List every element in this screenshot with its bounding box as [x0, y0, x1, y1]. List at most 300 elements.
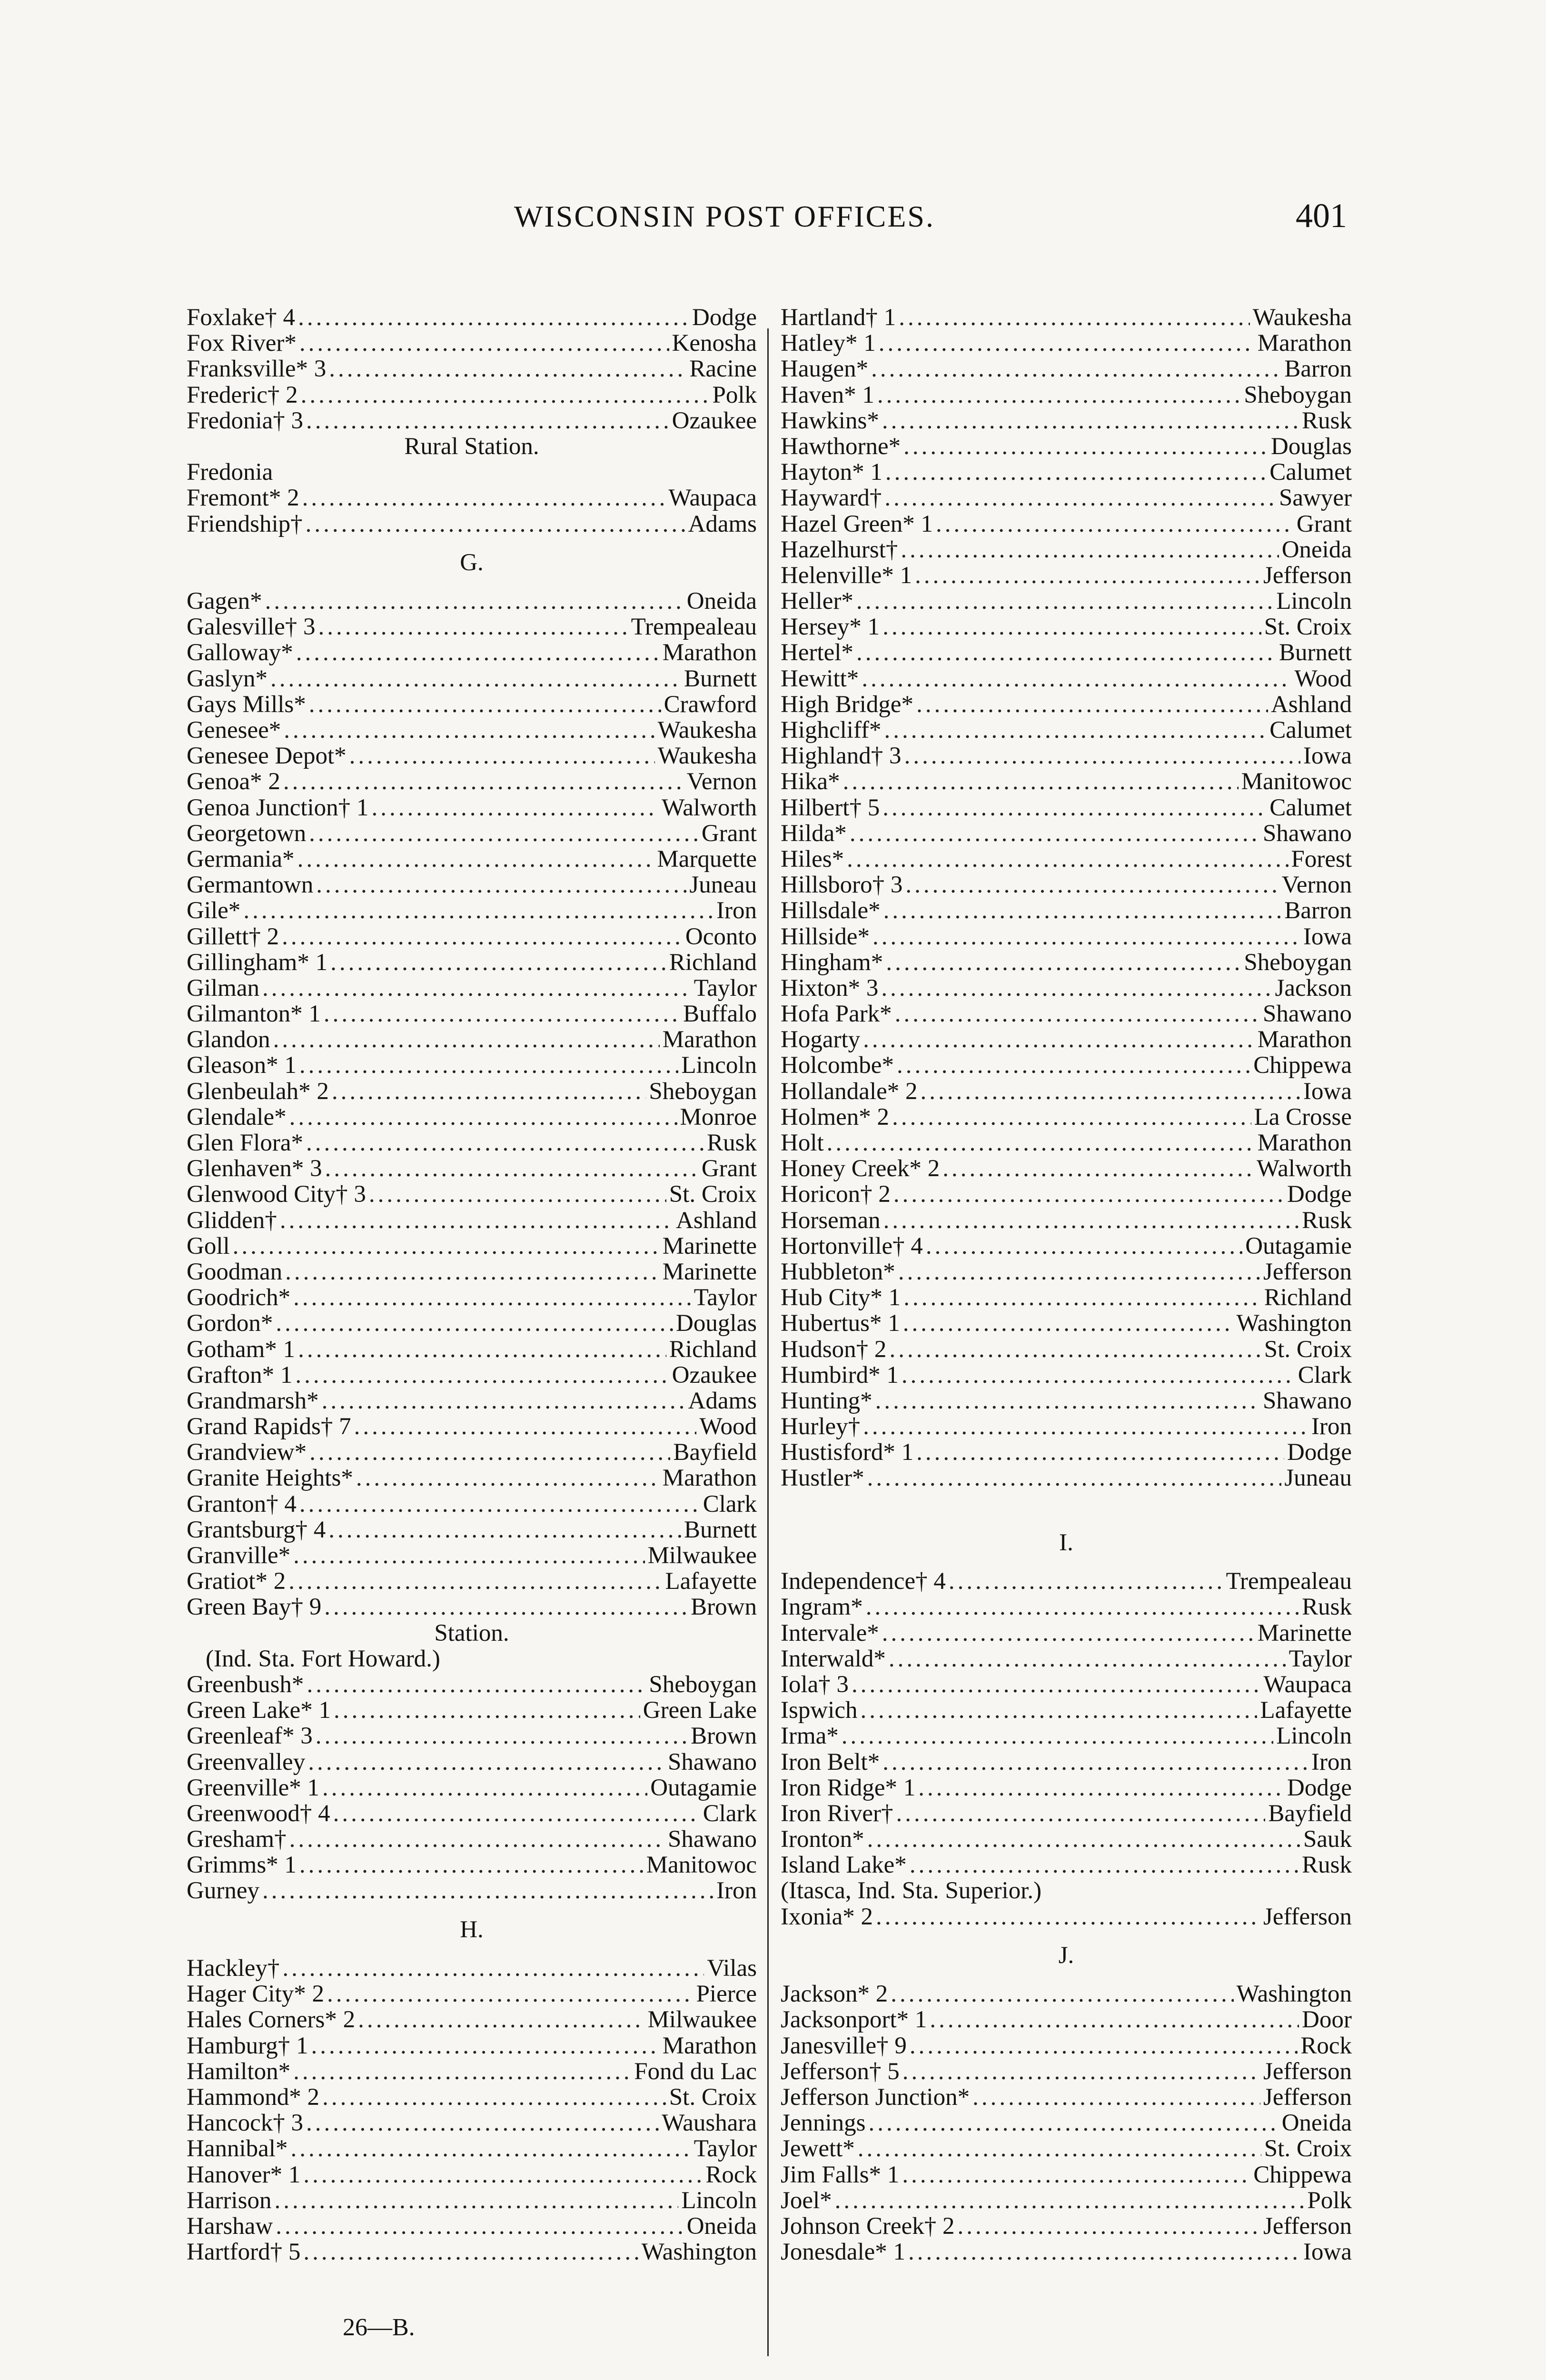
dot-leader: [308, 1749, 665, 1775]
post-office-entry: [781, 769, 1352, 794]
post-office-entry: [187, 1568, 757, 1594]
post-office-entry: [187, 1543, 757, 1568]
county-name: Clark: [703, 1491, 757, 1517]
county-name: Oneida: [686, 588, 757, 615]
post-office-entry: [781, 1362, 1352, 1388]
county-name: Milwaukee: [647, 1543, 757, 1569]
signature-mark: 26—B.: [343, 2314, 415, 2341]
dot-leader: [916, 1439, 1284, 1465]
post-office-entry: [187, 1362, 757, 1388]
dot-leader: [879, 330, 1255, 356]
post-office-name: Hales Corners* 2: [187, 2007, 356, 2033]
post-office-name: Goodrich*: [187, 1285, 291, 1311]
dot-leader: [871, 356, 1281, 382]
county-name: Shawano: [1263, 820, 1352, 846]
post-office-name: Heller*: [781, 588, 853, 615]
dot-leader: [276, 1310, 673, 1336]
section-letter-heading: G.: [460, 549, 484, 576]
post-office-entry: [781, 588, 1352, 614]
post-office-name: Granville*: [187, 1543, 291, 1569]
post-office-name: Hillsboro† 3: [781, 872, 903, 898]
post-office-entry: [781, 1749, 1352, 1775]
dot-leader: [898, 1259, 1260, 1285]
post-office-entry: [187, 950, 757, 975]
post-office-name: Hackley†: [187, 1955, 280, 1982]
post-office-entry: [781, 717, 1352, 743]
county-name: Marinette: [662, 1233, 757, 1259]
county-name: Burnett: [1279, 640, 1352, 666]
post-office-name: Interwald*: [781, 1646, 886, 1672]
county-name: Lincoln: [681, 1052, 757, 1079]
post-office-entry: [781, 485, 1352, 511]
post-office-entry: [187, 1337, 757, 1362]
dot-leader: [926, 1233, 1242, 1259]
county-name: Lafayette: [1260, 1697, 1352, 1724]
county-name: Clark: [703, 1800, 757, 1827]
dot-leader: [869, 2110, 1279, 2136]
dot-leader: [881, 975, 1272, 1001]
dot-leader: [233, 1233, 660, 1259]
post-office-name: Hika*: [781, 769, 840, 795]
post-office-name: Franksville* 3: [187, 356, 327, 382]
post-office-entry: [781, 1723, 1352, 1749]
dot-leader: [356, 1465, 660, 1491]
county-name: Iowa: [1303, 743, 1352, 769]
dot-leader: [299, 1052, 678, 1078]
post-office-name: Hawkins*: [781, 407, 879, 434]
post-office-name: Grimms* 1: [187, 1852, 297, 1878]
post-office-entry: [781, 950, 1352, 975]
county-name: Marinette: [662, 1259, 757, 1285]
county-name: Trempealeau: [1226, 1568, 1352, 1595]
page-number: 401: [1296, 197, 1347, 235]
post-office-entry: [781, 1156, 1352, 1181]
dot-leader: [892, 1104, 1251, 1130]
county-name: Walworth: [1257, 1156, 1352, 1182]
post-office-name: Harrison: [187, 2187, 272, 2213]
post-office-name: Hustler*: [781, 1465, 864, 1491]
dot-leader: [908, 2239, 1300, 2265]
dot-leader: [860, 1697, 1257, 1723]
dot-leader: [309, 1439, 670, 1465]
county-name: Waupaca: [668, 485, 757, 511]
dot-leader: [322, 2084, 666, 2110]
post-office-entry: [781, 1233, 1352, 1259]
dot-leader: [333, 1801, 700, 1826]
dot-leader: [334, 1697, 640, 1723]
section-letter-heading: I.: [1059, 1529, 1073, 1556]
post-office-entry: [781, 743, 1352, 769]
county-name: Iron: [716, 898, 757, 924]
county-name: Ozaukee: [672, 407, 757, 434]
post-office-name: Hertel*: [781, 640, 853, 666]
post-office-name: Harshaw: [187, 2213, 273, 2240]
post-office-entry: [187, 795, 757, 821]
dot-leader: [942, 1156, 1254, 1181]
post-office-name: Glendale*: [187, 1104, 287, 1130]
dot-leader: [856, 640, 1276, 665]
dot-leader: [905, 872, 1278, 898]
post-office-entry: [187, 1775, 757, 1801]
post-office-name: Greenvalley: [187, 1749, 306, 1775]
post-office-entry: [781, 640, 1352, 665]
post-office-entry: [187, 1697, 757, 1723]
dot-leader: [280, 1208, 673, 1233]
county-name: Marathon: [1257, 1130, 1352, 1156]
post-office-entry: [187, 975, 757, 1001]
column-divider: [767, 328, 769, 2356]
post-office-entry: [781, 1130, 1352, 1156]
post-office-entry: [781, 1697, 1352, 1723]
county-name: St. Croix: [1264, 2136, 1352, 2162]
dot-leader: [949, 1568, 1223, 1594]
dot-leader: [316, 872, 686, 898]
dot-leader: [354, 1414, 697, 1439]
county-name: Jefferson: [1263, 1904, 1352, 1930]
post-office-name: Hillside*: [781, 923, 870, 950]
post-office-name: Hortonville† 4: [781, 1233, 923, 1259]
post-office-name: Honey Creek* 2: [781, 1156, 940, 1182]
dot-leader: [863, 1027, 1255, 1052]
post-office-entry: [187, 1801, 757, 1826]
entry-note: Station.: [434, 1619, 509, 1646]
post-office-name: Jackson* 2: [781, 1981, 888, 2007]
post-office-name: Germania*: [187, 846, 295, 873]
post-office-entry: [187, 1749, 757, 1775]
post-office-name: Haven* 1: [781, 382, 874, 408]
dot-leader: [289, 1826, 665, 1852]
post-office-entry: [781, 1337, 1352, 1362]
post-office-name: Fremont* 2: [187, 485, 299, 511]
post-office-name: Glandon: [187, 1027, 270, 1053]
county-name: Lafayette: [665, 1568, 757, 1595]
county-name: St. Croix: [669, 1181, 757, 1208]
county-name: Juneau: [1284, 1465, 1352, 1491]
county-name: Iowa: [1303, 923, 1352, 950]
dot-leader: [903, 434, 1268, 459]
post-office-entry: [781, 692, 1352, 717]
dot-leader: [284, 717, 654, 743]
dot-leader: [274, 2188, 678, 2213]
post-office-entry: [781, 305, 1352, 330]
post-office-entry: [187, 1052, 757, 1078]
dot-leader: [889, 1337, 1261, 1362]
post-office-entry: [781, 1388, 1352, 1414]
post-office-name: Gaslyn*: [187, 665, 268, 692]
dot-leader: [324, 1594, 688, 1620]
dot-leader: [371, 795, 659, 821]
dot-leader: [872, 924, 1300, 950]
post-office-name: Gotham* 1: [187, 1336, 296, 1362]
post-office-entry: [187, 821, 757, 846]
dot-leader: [902, 2162, 1250, 2188]
county-name: Calumet: [1269, 794, 1352, 821]
dot-leader: [299, 330, 669, 356]
dot-leader: [306, 1130, 704, 1156]
county-name: Shawano: [1263, 1388, 1352, 1414]
post-office-entry: [187, 1104, 757, 1130]
dot-leader: [243, 898, 714, 923]
county-name: Brown: [691, 1594, 757, 1620]
dot-leader: [299, 1491, 700, 1517]
post-office-name: Holmen* 2: [781, 1104, 890, 1130]
post-office-name: Ingram*: [781, 1594, 863, 1620]
county-name: Adams: [688, 1388, 757, 1414]
post-office-entry: [781, 1104, 1352, 1130]
post-office-name: Hanover* 1: [187, 2162, 301, 2188]
post-office-entry: [187, 2188, 757, 2213]
county-name: Vernon: [686, 769, 757, 795]
post-office-name: Humbird* 1: [781, 1362, 899, 1388]
county-name: Taylor: [694, 2136, 757, 2162]
post-office-entry: [781, 1027, 1352, 1052]
post-office-name: Gratiot* 2: [187, 1568, 286, 1595]
county-name: Waukesha: [657, 717, 757, 744]
post-office-name: Fredonia† 3: [187, 407, 304, 434]
post-office-name: Gurney: [187, 1878, 259, 1904]
dot-leader: [330, 950, 666, 975]
county-name: Grant: [701, 820, 757, 846]
post-office-entry: [781, 898, 1352, 923]
post-office-entry: [781, 666, 1352, 692]
county-name: Ashland: [676, 1207, 757, 1233]
right-column: [781, 305, 1352, 2265]
post-office-name: Hubbleton*: [781, 1259, 895, 1285]
dot-leader: [282, 1955, 704, 1981]
county-name: Sheboygan: [649, 1671, 757, 1698]
post-office-entry: [781, 614, 1352, 640]
post-office-name: Glenhaven* 3: [187, 1156, 322, 1182]
dot-leader: [899, 305, 1250, 330]
dot-leader: [262, 1878, 714, 1904]
post-office-entry: [781, 1672, 1352, 1697]
post-office-name: Jennings: [781, 2110, 866, 2136]
post-office-name: Hazel Green* 1: [781, 511, 933, 537]
county-name: Taylor: [694, 975, 757, 1002]
post-office-entry: [781, 2188, 1352, 2213]
county-name: Walworth: [662, 794, 757, 821]
post-office-entry: [781, 434, 1352, 459]
dot-leader: [270, 666, 681, 692]
entry-note: (Itasca, Ind. Sta. Superior.): [781, 1877, 1042, 1904]
post-office-name: Gilman: [187, 975, 259, 1002]
post-office-name: Georgetown: [187, 820, 307, 846]
post-office-entry: [187, 1233, 757, 1259]
post-office-entry: [187, 2007, 757, 2033]
dot-leader: [297, 846, 654, 872]
post-office-entry: [187, 1955, 757, 1981]
dot-leader: [311, 2033, 659, 2059]
post-office-entry: [781, 1826, 1352, 1852]
county-name: Grant: [1296, 511, 1352, 537]
dot-leader: [901, 537, 1278, 563]
county-name: Washington: [1236, 1981, 1352, 2007]
post-office-name: Island Lake*: [781, 1852, 907, 1878]
dot-leader: [883, 898, 1282, 923]
post-office-name: Iron Ridge* 1: [781, 1775, 916, 1801]
dot-leader: [882, 795, 1267, 821]
dot-leader: [902, 1362, 1295, 1388]
post-office-entry: [187, 692, 757, 717]
post-office-name: Grantsburg† 4: [187, 1517, 326, 1543]
post-office-name: Hollandale* 2: [781, 1078, 918, 1104]
county-name: Iron: [1311, 1414, 1352, 1440]
post-office-entry: [187, 1310, 757, 1336]
county-name: Marathon: [1257, 330, 1352, 357]
dot-leader: [903, 1310, 1234, 1336]
county-name: Monroe: [680, 1104, 757, 1130]
county-name: Iowa: [1303, 1078, 1352, 1104]
dot-leader: [863, 1414, 1308, 1439]
county-name: Oneida: [686, 2213, 757, 2240]
dot-leader: [262, 975, 691, 1001]
county-name: Fond du Lac: [634, 2058, 757, 2084]
post-office-name: Granton† 4: [187, 1491, 297, 1517]
post-office-name: Grand Rapids† 7: [187, 1414, 351, 1440]
post-office-entry: [781, 1852, 1352, 1878]
post-office-entry: [781, 1801, 1352, 1826]
dot-leader: [322, 1388, 685, 1414]
dot-leader: [884, 485, 1276, 511]
post-office-name: Gillingham* 1: [187, 949, 328, 975]
dot-leader: [293, 1543, 644, 1568]
county-name: Richland: [1264, 1285, 1352, 1311]
post-office-name: Genoa* 2: [187, 769, 280, 795]
county-name: Polk: [712, 382, 757, 408]
dot-leader: [936, 511, 1294, 537]
county-name: Vilas: [707, 1955, 757, 1982]
post-office-entry: [187, 356, 757, 382]
post-office-name: Hartland† 1: [781, 305, 896, 331]
post-office-name: Grandview*: [187, 1439, 307, 1466]
post-office-entry: [187, 330, 757, 356]
post-office-name: Joel*: [781, 2187, 832, 2213]
county-name: Marathon: [1257, 1027, 1352, 1053]
dot-leader: [328, 1517, 681, 1543]
dot-leader: [316, 1723, 688, 1749]
county-name: Bayfield: [1268, 1800, 1352, 1827]
county-name: Juneau: [689, 872, 757, 898]
county-name: Jefferson: [1263, 1259, 1352, 1285]
county-name: Taylor: [694, 1285, 757, 1311]
post-office-name: Gays Mills*: [187, 691, 306, 718]
county-name: Oneida: [1281, 536, 1352, 563]
dot-leader: [862, 666, 1291, 692]
county-name: Waukesha: [1252, 305, 1352, 331]
post-office-entry: [781, 1775, 1352, 1801]
post-office-entry: [781, 2162, 1352, 2188]
dot-leader: [882, 614, 1261, 640]
post-office-entry: [187, 1852, 757, 1878]
post-office-entry: [781, 872, 1352, 898]
dot-leader: [299, 1852, 644, 1878]
dot-leader: [293, 1285, 691, 1310]
post-office-entry: [781, 1465, 1352, 1491]
county-name: Lincoln: [681, 2187, 757, 2213]
post-office-name: Fox River*: [187, 330, 297, 357]
post-office-name: Glen Flora*: [187, 1130, 304, 1156]
county-name: Calumet: [1269, 717, 1352, 744]
post-office-name: Hilda*: [781, 820, 847, 846]
spacer: [781, 1491, 1352, 1517]
post-office-name: Hersey* 1: [781, 614, 880, 640]
post-office-name: Grafton* 1: [187, 1362, 293, 1388]
county-name: Manitowoc: [646, 1852, 757, 1878]
post-office-name: Hub City* 1: [781, 1285, 901, 1311]
county-name: Sheboygan: [1244, 949, 1352, 975]
post-office-name: Highland† 3: [781, 743, 902, 769]
dot-leader: [332, 1079, 646, 1104]
post-office-entry: [187, 872, 757, 898]
dot-leader: [329, 356, 686, 382]
post-office-entry: [187, 2136, 757, 2162]
post-office-entry: [187, 1465, 757, 1491]
post-office-name: Gilmanton* 1: [187, 1001, 321, 1027]
post-office-entry: [187, 1156, 757, 1181]
dot-leader: [303, 2239, 638, 2265]
post-office-name: Galloway*: [187, 640, 293, 666]
post-office-name: Horicon† 2: [781, 1181, 891, 1208]
dot-leader: [288, 1568, 662, 1594]
dot-leader: [307, 1672, 646, 1697]
county-name: St. Croix: [669, 2084, 757, 2111]
post-office-name: Granite Heights*: [187, 1465, 353, 1491]
county-name: Rusk: [707, 1130, 757, 1156]
post-office-name: Iola† 3: [781, 1671, 849, 1698]
county-name: Polk: [1307, 2187, 1352, 2213]
post-office-name: Hamburg† 1: [187, 2033, 308, 2059]
post-office-name: Hazelhurst†: [781, 536, 898, 563]
county-name: Buffalo: [683, 1001, 757, 1027]
post-office-entry: [187, 485, 757, 511]
post-office-entry: [187, 2162, 757, 2188]
post-office-name: Independence† 4: [781, 1568, 946, 1595]
dot-leader: [322, 1775, 647, 1801]
post-office-name: Ironton*: [781, 1826, 864, 1853]
post-office-name: Greenville* 1: [187, 1775, 319, 1801]
post-office-name: Iron River†: [781, 1800, 893, 1827]
post-office-name: Genoa Junction† 1: [187, 794, 369, 821]
county-name: Rusk: [1302, 1852, 1352, 1878]
post-office-entry: [781, 1904, 1352, 1930]
post-office-name: Foxlake† 4: [187, 305, 296, 331]
county-name: Taylor: [1288, 1646, 1352, 1672]
post-office-entry: [187, 382, 757, 408]
post-office-entry: [781, 821, 1352, 846]
post-office-name: Friendship†: [187, 511, 303, 537]
county-name: Oneida: [1281, 2110, 1352, 2136]
dot-leader: [875, 1388, 1260, 1414]
post-office-entry: [781, 1594, 1352, 1620]
county-name: St. Croix: [1264, 614, 1352, 640]
page-header: [514, 199, 1347, 242]
left-column: [187, 305, 757, 2265]
post-office-entry: [187, 2213, 757, 2239]
county-name: Dodge: [1287, 1181, 1352, 1208]
post-office-name: Genesee Depot*: [187, 743, 347, 769]
post-office-name: Helenville* 1: [781, 562, 912, 589]
post-office-entry: [187, 614, 757, 640]
dot-leader: [296, 640, 660, 665]
dot-leader: [856, 588, 1273, 614]
post-office-entry: [187, 408, 757, 434]
post-office-name: Hudson† 2: [781, 1336, 887, 1362]
post-office-name: Holcombe*: [781, 1052, 894, 1079]
county-name: Calumet: [1269, 459, 1352, 486]
county-name: Wood: [699, 1414, 757, 1440]
entry-note: Fredonia: [187, 459, 273, 486]
county-name: Brown: [691, 1723, 757, 1749]
